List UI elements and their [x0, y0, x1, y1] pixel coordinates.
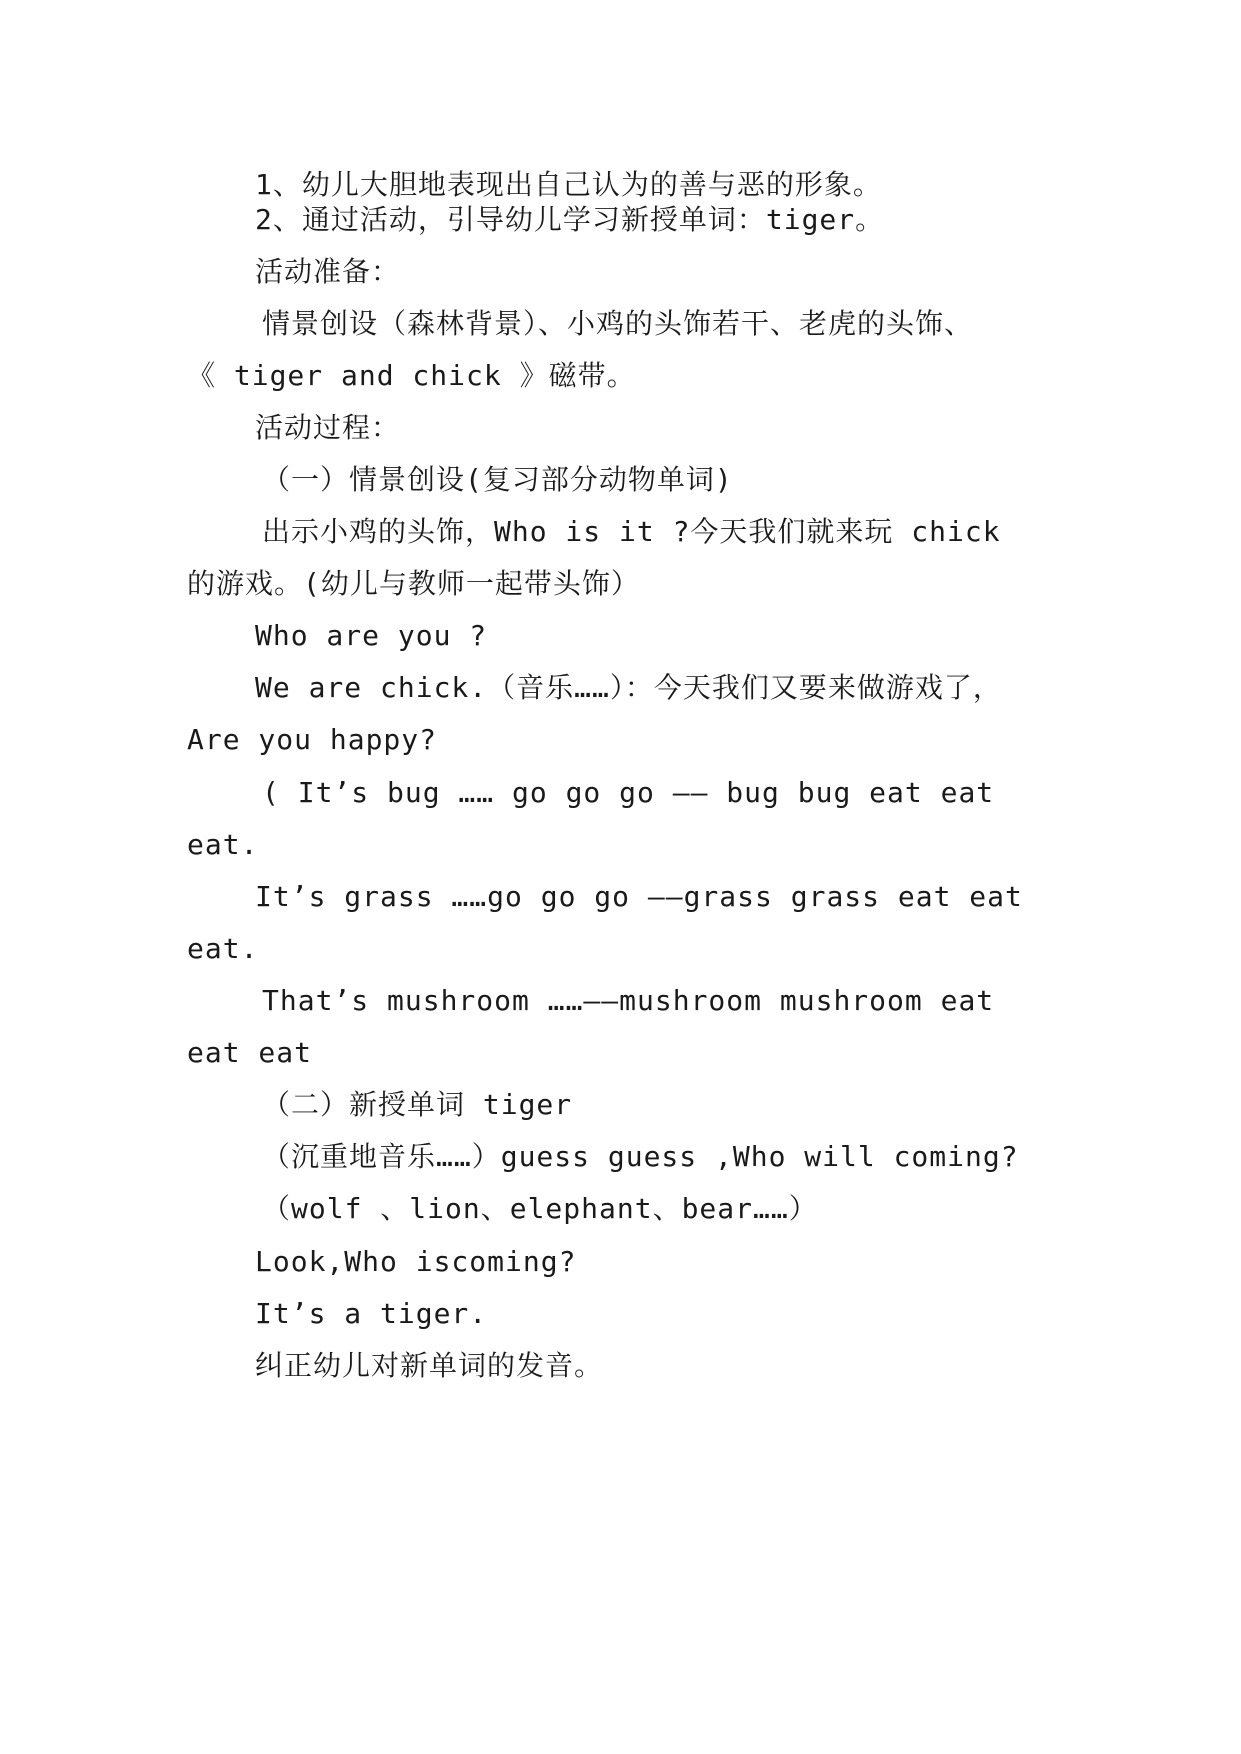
paragraph-line: eat eat: [187, 1036, 313, 1069]
paragraph-line: （wolf 、lion、elephant、bear……）: [262, 1192, 818, 1225]
paragraph-line: Who are you ?: [255, 619, 488, 652]
paragraph-line: （沉重地音乐……）guess guess ,Who will coming?: [262, 1140, 1019, 1173]
objective-1: 1、幼儿大胆地表现出自己认为的善与恶的形象。: [255, 168, 882, 201]
section-heading-preparation: 活动准备：: [255, 255, 401, 288]
paragraph-line: It’s grass ……go go go ——grass grass eat eat: [255, 880, 1023, 913]
paragraph-line: It’s a tiger.: [255, 1297, 488, 1330]
paragraph-line: ( It’s bug …… go go go —— bug bug eat eat: [262, 776, 995, 809]
paragraph-line: We are chick.（音乐……）：今天我们又要来做游戏了，: [255, 671, 1002, 704]
paragraph-line: 的游戏。(幼儿与教师一起带头饰）: [187, 567, 640, 600]
paragraph-line: Are you happy?: [187, 723, 438, 756]
paragraph-line: eat.: [187, 932, 259, 965]
step-heading-1: （一）情景创设(复习部分动物单词): [262, 463, 733, 496]
paragraph-line: Look,Who iscoming?: [255, 1245, 577, 1278]
paragraph-line: That’s mushroom ……——mushroom mushroom eat: [262, 984, 995, 1017]
paragraph-line: 出示小鸡的头饰，Who is it ?今天我们就来玩 chick: [262, 515, 1001, 548]
preparation-text: 情景创设（森林背景）、小鸡的头饰若干、老虎的头饰、: [262, 307, 974, 340]
objective-2: 2、通过活动，引导幼儿学习新授单词：tiger。: [255, 203, 885, 236]
section-heading-process: 活动过程：: [255, 411, 401, 444]
paragraph-line: 纠正幼儿对新单词的发音。: [255, 1349, 604, 1382]
paragraph-line: eat.: [187, 828, 259, 861]
step-heading-2: （二）新授单词 tiger: [262, 1088, 573, 1121]
preparation-text-continued: 《 tiger and chick 》磁带。: [187, 359, 636, 392]
